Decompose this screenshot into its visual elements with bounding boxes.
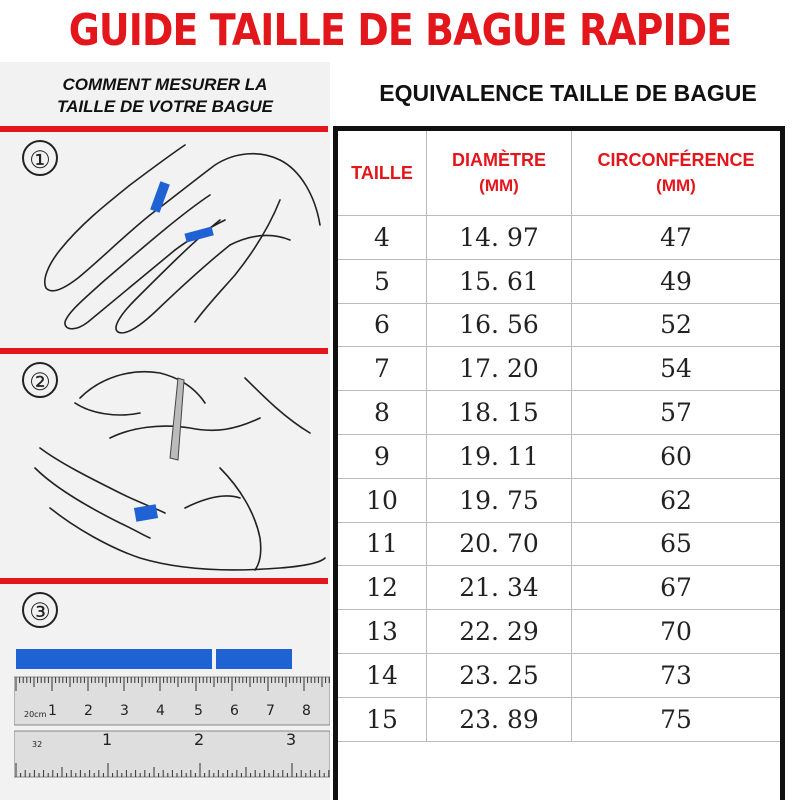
ruler-label: 7	[266, 703, 275, 719]
ruler-label: 20cm	[24, 710, 47, 719]
divider-red	[0, 126, 328, 132]
page-title: GUIDE TAILLE DE BAGUE RAPIDE	[68, 5, 732, 56]
table-row	[338, 347, 780, 391]
diameter-cell: 15. 61	[427, 259, 572, 303]
size-cell: 11	[338, 522, 427, 566]
size-table	[333, 126, 785, 800]
table-row	[338, 566, 780, 610]
circumference-cell: 60	[572, 434, 781, 478]
column-header-label: DIAMÈTRE	[452, 150, 546, 170]
circumference-cell: 62	[572, 478, 781, 522]
circumference-cell: 75	[572, 697, 781, 741]
column-header	[338, 131, 427, 216]
size-cell: 14	[338, 653, 427, 697]
ruler-label: 2	[84, 703, 93, 719]
diameter-cell: 20. 70	[427, 522, 572, 566]
circumference-cell: 65	[572, 522, 781, 566]
diameter-cell: 18. 15	[427, 391, 572, 435]
size-cell: 4	[338, 216, 427, 260]
equivalence-heading: EQUIVALENCE TAILLE DE BAGUE	[379, 80, 757, 106]
ruler-label: 1	[48, 703, 57, 719]
size-cell: 8	[338, 391, 427, 435]
step-1-number: ①	[22, 140, 58, 176]
tape-mark	[134, 504, 158, 522]
diameter-cell: 16. 56	[427, 303, 572, 347]
column-header-label: CIRCONFÉRENCE	[597, 150, 755, 170]
table-row	[338, 653, 780, 697]
table-row	[338, 391, 780, 435]
diameter-cell: 19. 75	[427, 478, 572, 522]
diameter-cell: 23. 89	[427, 697, 572, 741]
ruler-label: 8	[302, 703, 311, 719]
ruler-label: 5	[194, 703, 203, 719]
column-header	[572, 131, 781, 216]
ruler-label: 32	[32, 740, 43, 749]
size-cell: 12	[338, 566, 427, 610]
step-1-illustration	[20, 140, 330, 340]
tape-strip	[216, 649, 292, 669]
size-cell: 9	[338, 434, 427, 478]
tape-mark	[184, 227, 213, 243]
circumference-cell: 52	[572, 303, 781, 347]
table-row	[338, 610, 780, 654]
size-cell: 5	[338, 259, 427, 303]
column-header-unit: (MM)	[656, 176, 696, 195]
circumference-cell: 67	[572, 566, 781, 610]
step-3-number: ③	[22, 592, 58, 628]
table-row	[338, 478, 780, 522]
ruler-label: 3	[120, 703, 129, 719]
column-header-label: TAILLE	[351, 163, 413, 183]
tape-mark	[150, 181, 170, 213]
size-cell: 6	[338, 303, 427, 347]
size-cell: 7	[338, 347, 427, 391]
table-row	[338, 216, 780, 260]
circumference-cell: 54	[572, 347, 781, 391]
circumference-cell: 47	[572, 216, 781, 260]
table-row	[338, 434, 780, 478]
step-3-illustration	[14, 645, 330, 795]
instructions-heading-line1: COMMENT MESURER LA	[62, 75, 268, 94]
circumference-cell: 73	[572, 653, 781, 697]
step-2-illustration	[20, 358, 330, 576]
step-2-number: ②	[22, 362, 58, 398]
ruler-label: 4	[156, 703, 165, 719]
ruler-cm	[14, 677, 330, 725]
ruler-label: 3	[286, 730, 297, 749]
table-row	[338, 522, 780, 566]
column-header	[427, 131, 572, 216]
pen-icon	[170, 378, 184, 460]
size-cell: 10	[338, 478, 427, 522]
diameter-cell: 14. 97	[427, 216, 572, 260]
table-row	[338, 303, 780, 347]
column-header-unit: (MM)	[479, 176, 519, 195]
circumference-cell: 70	[572, 610, 781, 654]
size-cell: 13	[338, 610, 427, 654]
instructions-heading-line2: TAILLE DE VOTRE BAGUE	[57, 97, 273, 116]
diameter-cell: 23. 25	[427, 653, 572, 697]
circumference-cell: 49	[572, 259, 781, 303]
divider-red	[0, 578, 328, 584]
instructions-heading	[0, 74, 330, 118]
diameter-cell: 21. 34	[427, 566, 572, 610]
size-cell: 15	[338, 697, 427, 741]
tape-strip	[16, 649, 212, 669]
circumference-cell: 57	[572, 391, 781, 435]
diameter-cell: 19. 11	[427, 434, 572, 478]
ruler-label: 6	[230, 703, 239, 719]
divider-red	[0, 348, 328, 354]
diameter-cell: 22. 29	[427, 610, 572, 654]
ruler-label: 2	[194, 730, 205, 749]
table-row	[338, 259, 780, 303]
diameter-cell: 17. 20	[427, 347, 572, 391]
table-row	[338, 697, 780, 741]
ruler-label: 1	[102, 730, 113, 749]
